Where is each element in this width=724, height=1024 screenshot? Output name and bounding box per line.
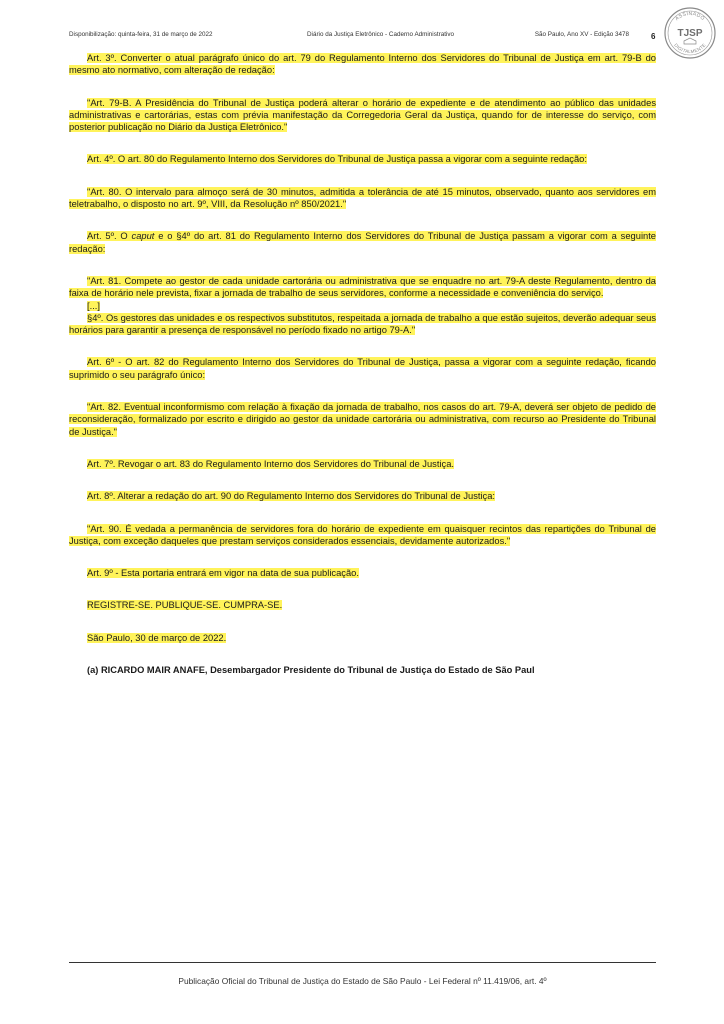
page-header: [69, 31, 629, 43]
article-7: Art. 7º. Revogar o art. 83 do Regulamento Interno dos Servidores do Tribunal de Justiça.: [87, 458, 454, 469]
article-8: Art. 8º. Alterar a redação do art. 90 do Regulamento Interno dos Servidores do Tribunal de Justiça:: [87, 491, 496, 502]
document-body: [69, 52, 656, 676]
article-81-text: "Art. 81. Compete ao gestor de cada unidade cartorária ou administrativa que se enquadre no art. 79-A deste Regulamento, dentro da faixa de horário nele prevista, fixar a jornada de trabalho de seus servidores, conforme a necessidade e conveniência do serviço.: [69, 275, 656, 299]
footer-divider: [69, 962, 656, 963]
date-line: São Paulo, 30 de março de 2022.: [87, 632, 227, 643]
seal-bottom-text: DIGITALMENTE: [673, 42, 707, 55]
article-4: Art. 4º. O art. 80 do Regulamento Interno dos Servidores do Tribunal de Justiça passa a vigorar com a seguinte redação:: [87, 154, 587, 165]
article-6: Art. 6º - O art. 82 do Regulamento Interno dos Servidores do Tribunal de Justiça, passa a vigorar com a seguinte redação, ficando suprimido o seu parágrafo único:: [69, 357, 656, 380]
footer-text: Publicação Oficial do Tribunal de Justiça do Estado de São Paulo - Lei Federal nº 11.419/06, art. 4º: [178, 976, 547, 986]
ellipsis: [...]: [87, 300, 100, 311]
article-3: Art. 3º. Converter o atual parágrafo único do art. 79 do Regulamento Interno dos Servidores do Tribunal de Justiça em art. 79-B do mesmo ato normativo, com alteração de redação:: [69, 53, 656, 76]
page-number: 6: [651, 32, 656, 41]
article-79b-text: "Art. 79-B. A Presidência do Tribunal de Justiça poderá alterar o horário de expediente e de atendimento ao público das unidades administrativas e cartorárias, estas com prévia manifestação da Corregedoria Geral da Justiça, quando for de interesse do serviço, com posterior publicação no Diário da Justiça Eletrônico.": [69, 97, 656, 133]
signature-line: (a) RICARDO MAIR ANAFE, Desembargador Presidente do Tribunal de Justiça do Estado de São Paul: [87, 665, 535, 676]
article-9: Art. 9º - Esta portaria entrará em vigor na data de sua publicação.: [87, 568, 359, 579]
header-edition: São Paulo, Ano XV - Edição 3478: [534, 31, 629, 38]
header-availability-date: Disponibilização: quinta-feira, 31 de março de 2022: [69, 31, 213, 38]
seal-top-text: ASSINADO: [674, 10, 706, 23]
article-90-text: "Art. 90. É vedada a permanência de servidores fora do horário de expediente em quaisquer recintos das repartições do Tribunal de Justiça, com exceção daqueles que prestam serviços considerados essenciais, devidamente autorizados.": [69, 523, 656, 546]
article-80-text: "Art. 80. O intervalo para almoço será de 30 minutos, admitida a tolerância de até 15 minutos, observado, quanto aos servidores em teletrabalho, o disposto no art. 9º, VIII, da Resolução nº 850/2021.": [69, 186, 656, 210]
seal-icon: [663, 6, 717, 60]
registre-line: REGISTRE-SE. PUBLIQUE-SE. CUMPRA-SE.: [87, 600, 283, 611]
article-81-paragraph-4: §4º. Os gestores das unidades e os respectivos substitutos, respeitada a jornada de trabalho a que estão sujeitos, deverão adequar seus horários para garantir a presença de responsável no período fixado no artigo 79-A.": [69, 312, 656, 336]
header-journal-name: Diário da Justiça Eletrônico - Caderno Administrativo: [307, 31, 454, 38]
article-82-text: "Art. 82. Eventual inconformismo com relação à fixação da jornada de trabalho, nos casos do art. 79-A, deverá ser objeto de pedido de reconsideração, formalizado por escrito e dirigido ao gestor da unidade cartorária ou administrativa, com recurso ao Presidente do Tribunal de Justiça.": [69, 402, 656, 437]
article-5: Art. 5º. O caput e o §4º do art. 81 do Regulamento Interno dos Servidores do Tribunal de Justiça passam a vigorar com a seguinte redação:: [69, 231, 657, 254]
seal-center-text: TJSP: [677, 28, 703, 39]
